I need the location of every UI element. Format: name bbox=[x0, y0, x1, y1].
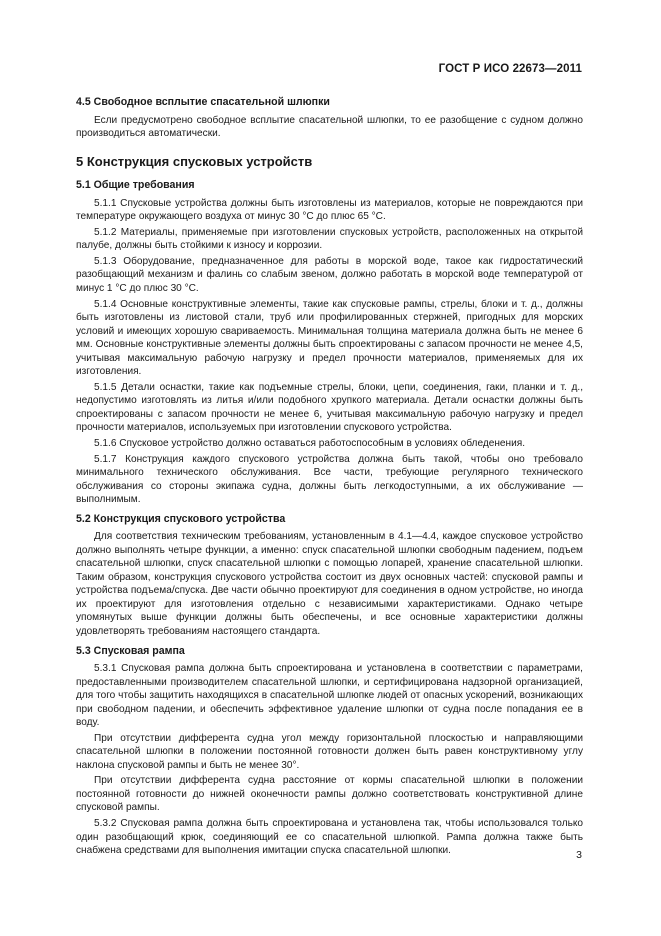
page-number: 3 bbox=[576, 849, 582, 861]
paragraph: 5.1.1 Спусковые устройства должны быть изготовлены из материалов, которые не повреждаются при температуре окружающего воздуха от минус 30 °С до плюс 65 °С. bbox=[76, 197, 583, 222]
document-header: ГОСТ Р ИСО 22673—2011 bbox=[438, 63, 582, 75]
paragraph: 5.1.7 Конструкция каждого спускового устройства должна быть такой, чтобы оно требовало минимального технического обслуживания. Все части, требующие регулярного технического обслуживания со стороны экипажа судна, должны быть легкодоступными, а их обслуживание — выполнимым. bbox=[76, 453, 583, 506]
paragraph: Для соответствия техническим требованиям, установленным в 4.1—4.4, каждое спусковое устройство должно выполнять четыре функции, а именно: спуск спасательной шлюпки свободным падением, подъем спасательной шлюпки, спуск спасательной шлюпки с помощью лопарей, хранение спасательной шлюпки. Таким образом, конструкция спускового устройства состоит из двух основных частей: спусковой рампы и устройства подъема/спуска. Две части обычно проектируют для соединения в одном устройстве, но иногда их проектируют для изготовления отдельно с независимыми характеристиками. Однако четыре упомянутых выше функции должны быть обеспечены, и все основные характеристики должны удовлетворять требованиям настоящего стандарта. bbox=[76, 531, 583, 637]
section-5-1-title: 5.1 Общие требования bbox=[76, 179, 195, 191]
paragraph: 5.3.2 Спусковая рампа должна быть спроектирована и установлена так, чтобы использовался только один разобщающий крюк, соединяющий ее со спасательной шлюпкой. Рампа должна также быть снабжена средствами для выполнения имитации спуска спасательной шлюпки. bbox=[76, 818, 583, 857]
section-5-3-title: 5.3 Спусковая рампа bbox=[76, 644, 185, 657]
paragraph: 5.1.3 Оборудование, предназначенное для работы в морской воде, такое как гидростатический разобщающий механизм и фалинь со слабым звеном, должно работать в морской воде температурой от минус 1 °С до плюс 30 °С. bbox=[76, 255, 583, 294]
section-5-2-title: 5.2 Конструкция спускового устройства bbox=[76, 512, 286, 525]
paragraph: 5.1.6 Спусковое устройство должно оставаться работоспособным в условиях обледенения. bbox=[94, 437, 526, 449]
paragraph: При отсутствии дифферента судна угол между горизонтальной плоскостью и направляющими спасательной шлюпки в положении постоянной готовности должен быть равен конструктивному углу наклона спусковой рампы и быть не менее 30°. bbox=[76, 732, 583, 771]
paragraph: При отсутствии дифферента судна расстояние от кормы спасательной шлюпки в положении постоянной готовности до нижней оконечности рампы должно соответствовать конструктивной длине спусковой рампы. bbox=[76, 775, 583, 814]
page-content bbox=[76, 96, 583, 860]
section-5-title: 5 Конструкция спусковых устройств bbox=[76, 153, 313, 169]
paragraph: 5.3.1 Спусковая рампа должна быть спроектирована и установлена в соответствии с параметрами, предоставленными производителем спасательной шлюпки, и сертифицирована надзорной организацией, для того чтобы защитить находящихся в спасательной шлюпке людей от опасных ускорений, возникающих при свободном падении, и обеспечить эффективное удаление шлюпки от судна после попадания ее в воду. bbox=[76, 663, 583, 728]
paragraph: 5.1.2 Материалы, применяемые при изготовлении спусковых устройств, расположенных на открытой палубе, должны быть стойкими к износу и коррозии. bbox=[76, 226, 583, 252]
paragraph: 5.1.5 Детали оснастки, такие как подъемные стрелы, блоки, цепи, соединения, гаки, планки и т. д., недопустимо изготовлять из литья и/или подобного хрупкого материала. Детали оснастки должны быть спроектированы с запасом прочности не менее 6, учитывая максимальную рабочую нагрузку и предел прочности материалов, используемых при изготовлении спускового устройства. bbox=[76, 381, 583, 434]
section-4-5-title: 4.5 Свободное всплытие спасательной шлюпки bbox=[76, 96, 330, 108]
paragraph: Если предусмотрено свободное всплытие спасательной шлюпки, то ее разобщение с судном должно производиться автоматически. bbox=[76, 114, 583, 139]
paragraph: 5.1.4 Основные конструктивные элементы, такие как спусковые рампы, стрелы, блоки и т. д., должны быть изготовлены из листовой стали, труб или профилированных стержней, пригодных для морских условий и имеющих хорошую свариваемость. Минимальная толщина материала должна быть не менее 6 мм. Основные конструктивные элементы должны быть спроектированы с запасом прочности не менее 4,5, учитывая максимальную рабочую нагрузку и предел прочности материалов, применяемых для их изготовления. bbox=[76, 298, 583, 378]
